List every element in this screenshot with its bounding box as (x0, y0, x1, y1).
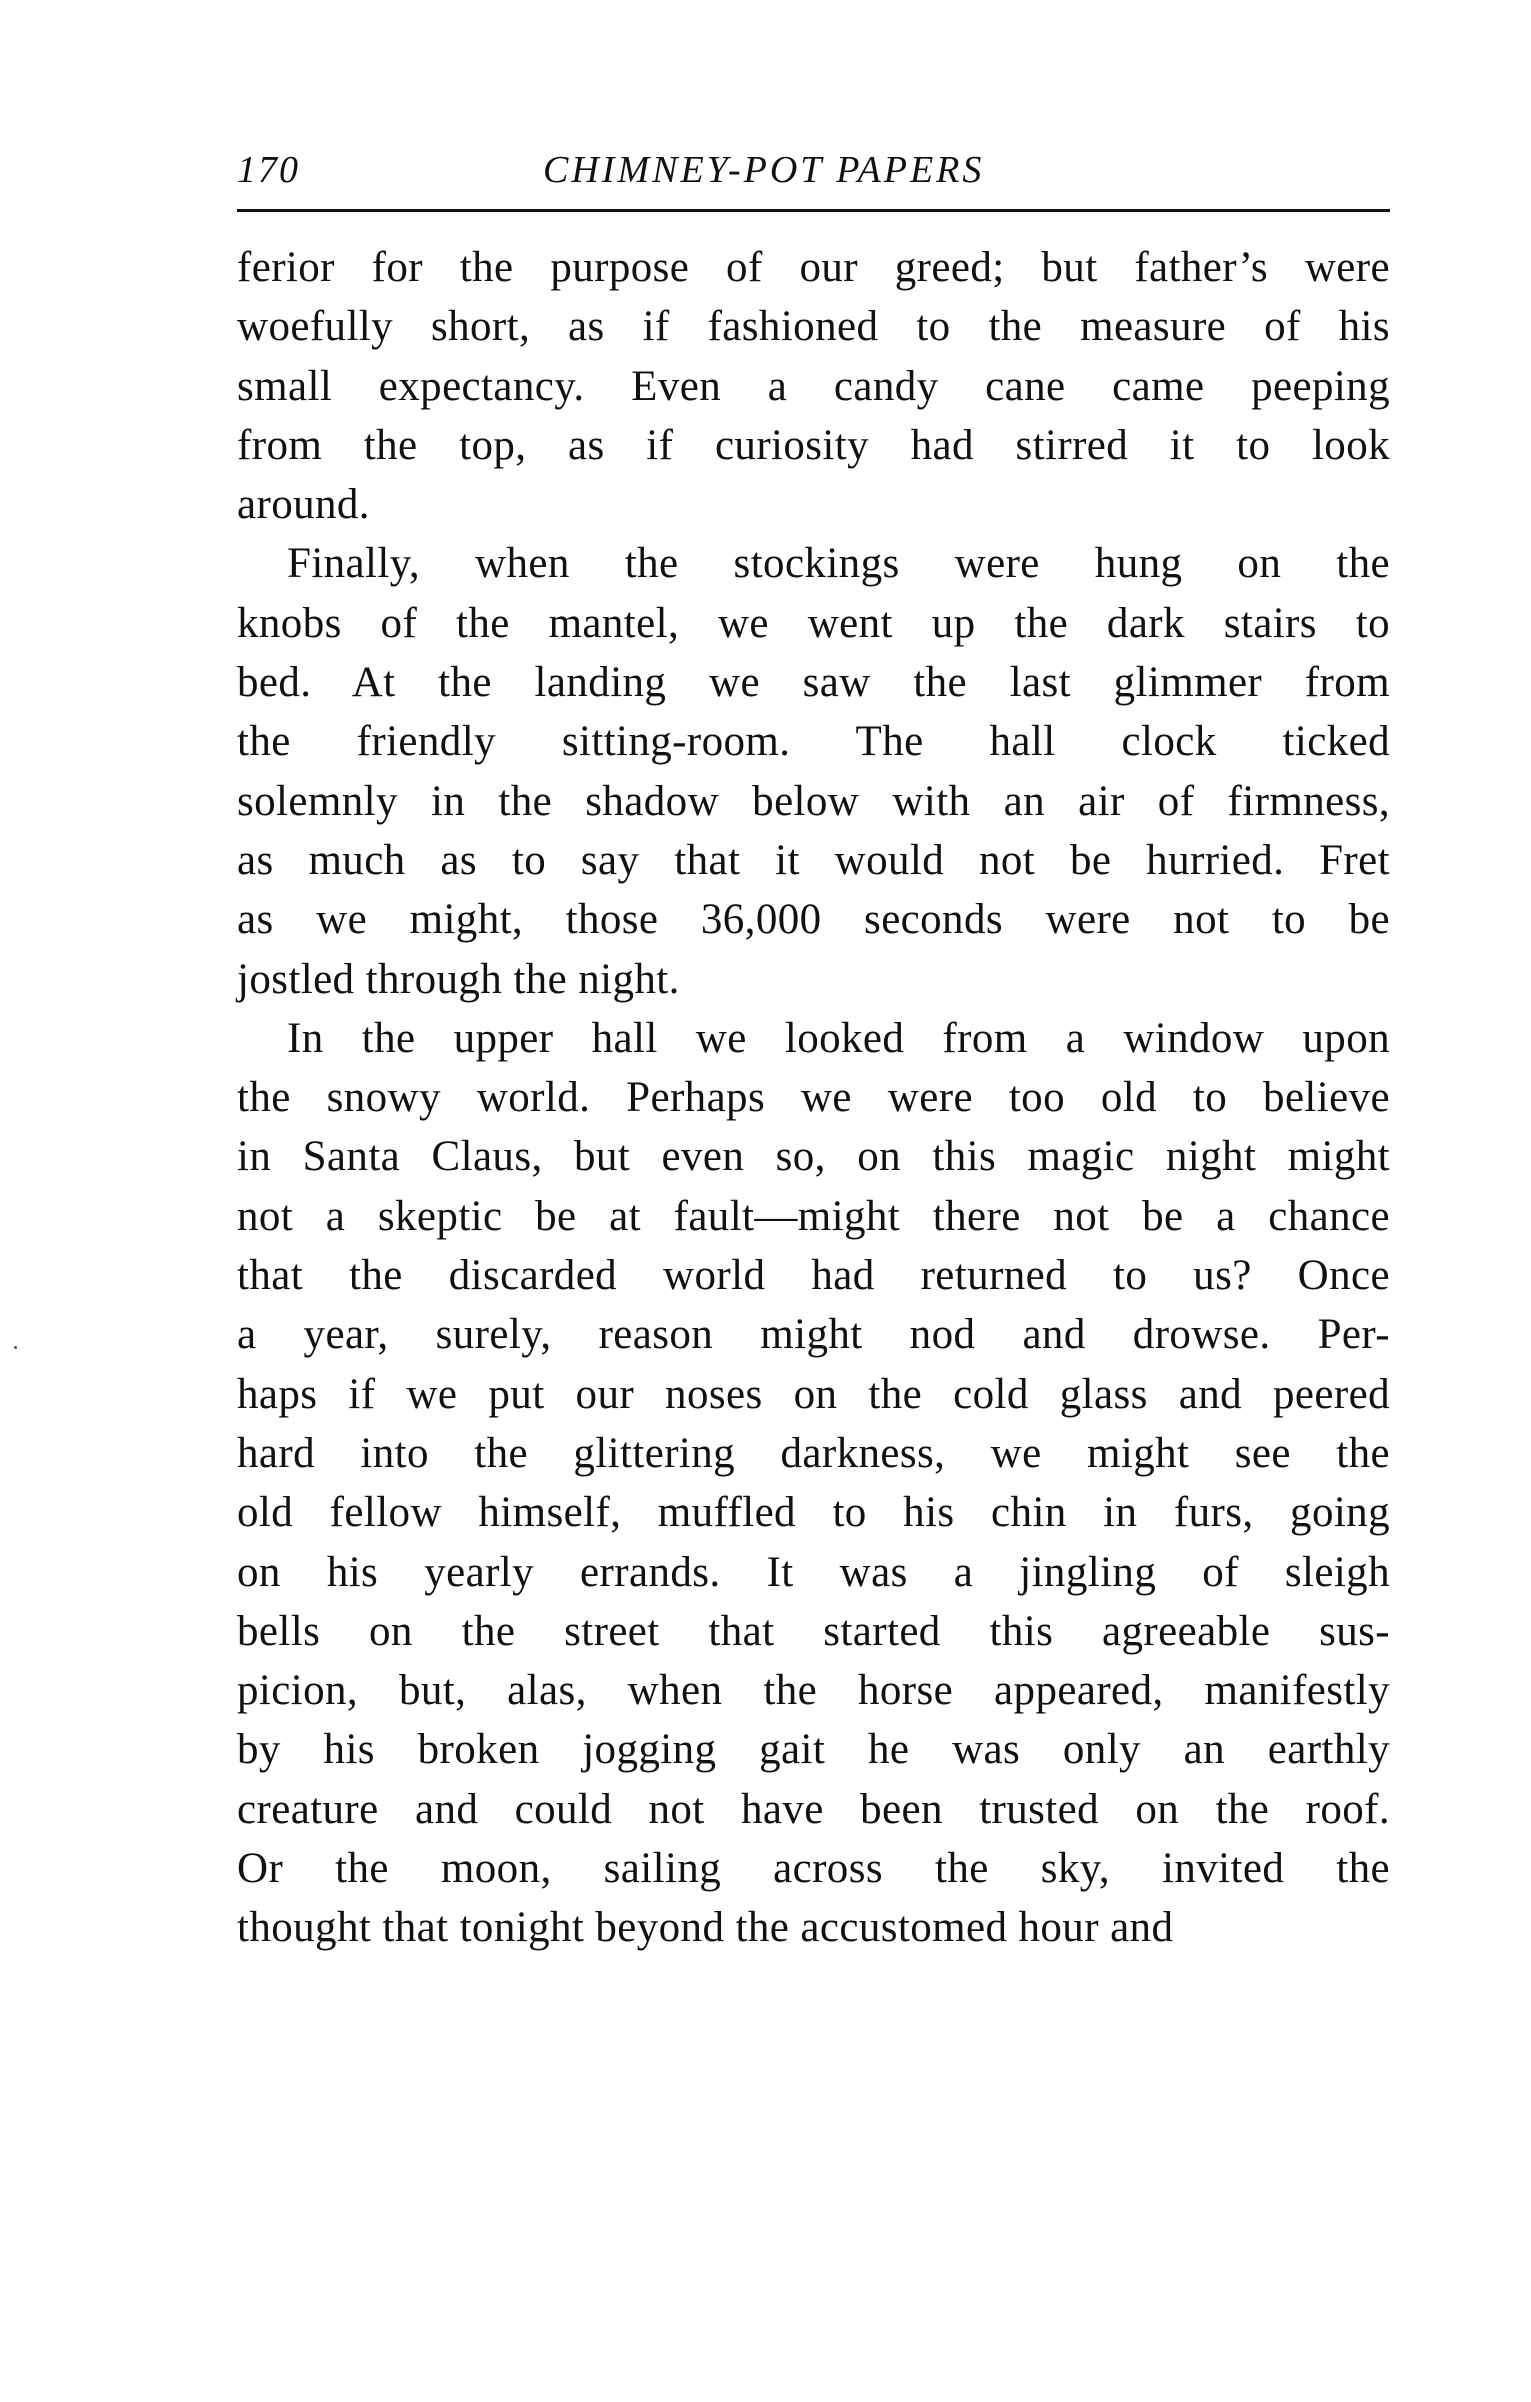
paragraph-first-line: ferior for the purpose of our greed; but father’s were (237, 244, 1390, 291)
text-line: woefully short, as if fashioned to the measure of his (237, 303, 1390, 351)
text-line: on his yearly errands. It was a jingling of sleigh (237, 1548, 1390, 1596)
body-text (237, 238, 1390, 1958)
text-line: in Santa Claus, but even so, on this magic night might (237, 1133, 1390, 1181)
running-title: CHIMNEY-POT PAPERS (543, 149, 985, 191)
text-line: as much as to say that it would not be hurried. Fret (237, 836, 1390, 884)
text-line: a year, surely, reason might nod and drowse. Per- (237, 1311, 1390, 1359)
text-line: jostled through the night. (237, 955, 680, 1003)
text-line: around. (237, 481, 370, 529)
text-line: the friendly sitting-room. The hall clock ticked (237, 718, 1390, 766)
header-rule (237, 209, 1390, 212)
text-line: creature and could not have been trusted on the roof. (237, 1785, 1390, 1833)
scan-speck (14, 1346, 17, 1349)
text-line: old fellow himself, muffled to his chin in furs, going (237, 1489, 1390, 1537)
text-line: knobs of the mantel, we went up the dark stairs to (237, 599, 1390, 647)
paragraph-first-line: In the upper hall we looked from a window upon (287, 1014, 1390, 1062)
text-line: picion, but, alas, when the horse appeared, manifestly (237, 1667, 1390, 1715)
text-line: that the discarded world had returned to us? Once (237, 1252, 1390, 1300)
page-number: 170 (237, 149, 300, 191)
text-line: haps if we put our noses on the cold glass and peered (237, 1370, 1390, 1418)
text-line: the snowy world. Perhaps we were too old to believe (237, 1074, 1390, 1122)
paragraph-first-line: Finally, when the stockings were hung on the (287, 540, 1390, 588)
text-line: from the top, as if curiosity had stirred it to look (237, 421, 1390, 469)
text-line: bells on the street that started this agreeable sus- (237, 1607, 1390, 1655)
text-line: solemnly in the shadow below with an air of firmness, (237, 777, 1390, 825)
text-line: hard into the glittering darkness, we might see the (237, 1429, 1390, 1477)
text-line: thought that tonight beyond the accustomed hour and (237, 1904, 1174, 1952)
text-line: not a skeptic be at fault—might there not be a chance (237, 1192, 1390, 1240)
text-line: bed. At the landing we saw the last glimmer from (237, 659, 1390, 707)
text-line: small expectancy. Even a candy cane came peeping (237, 362, 1390, 410)
text-line: by his broken jogging gait he was only an earthly (237, 1726, 1390, 1774)
text-line: Or the moon, sailing across the sky, invited the (237, 1845, 1390, 1893)
running-header (237, 148, 1390, 198)
text-line: as we might, those 36,000 seconds were not to be (237, 896, 1390, 944)
